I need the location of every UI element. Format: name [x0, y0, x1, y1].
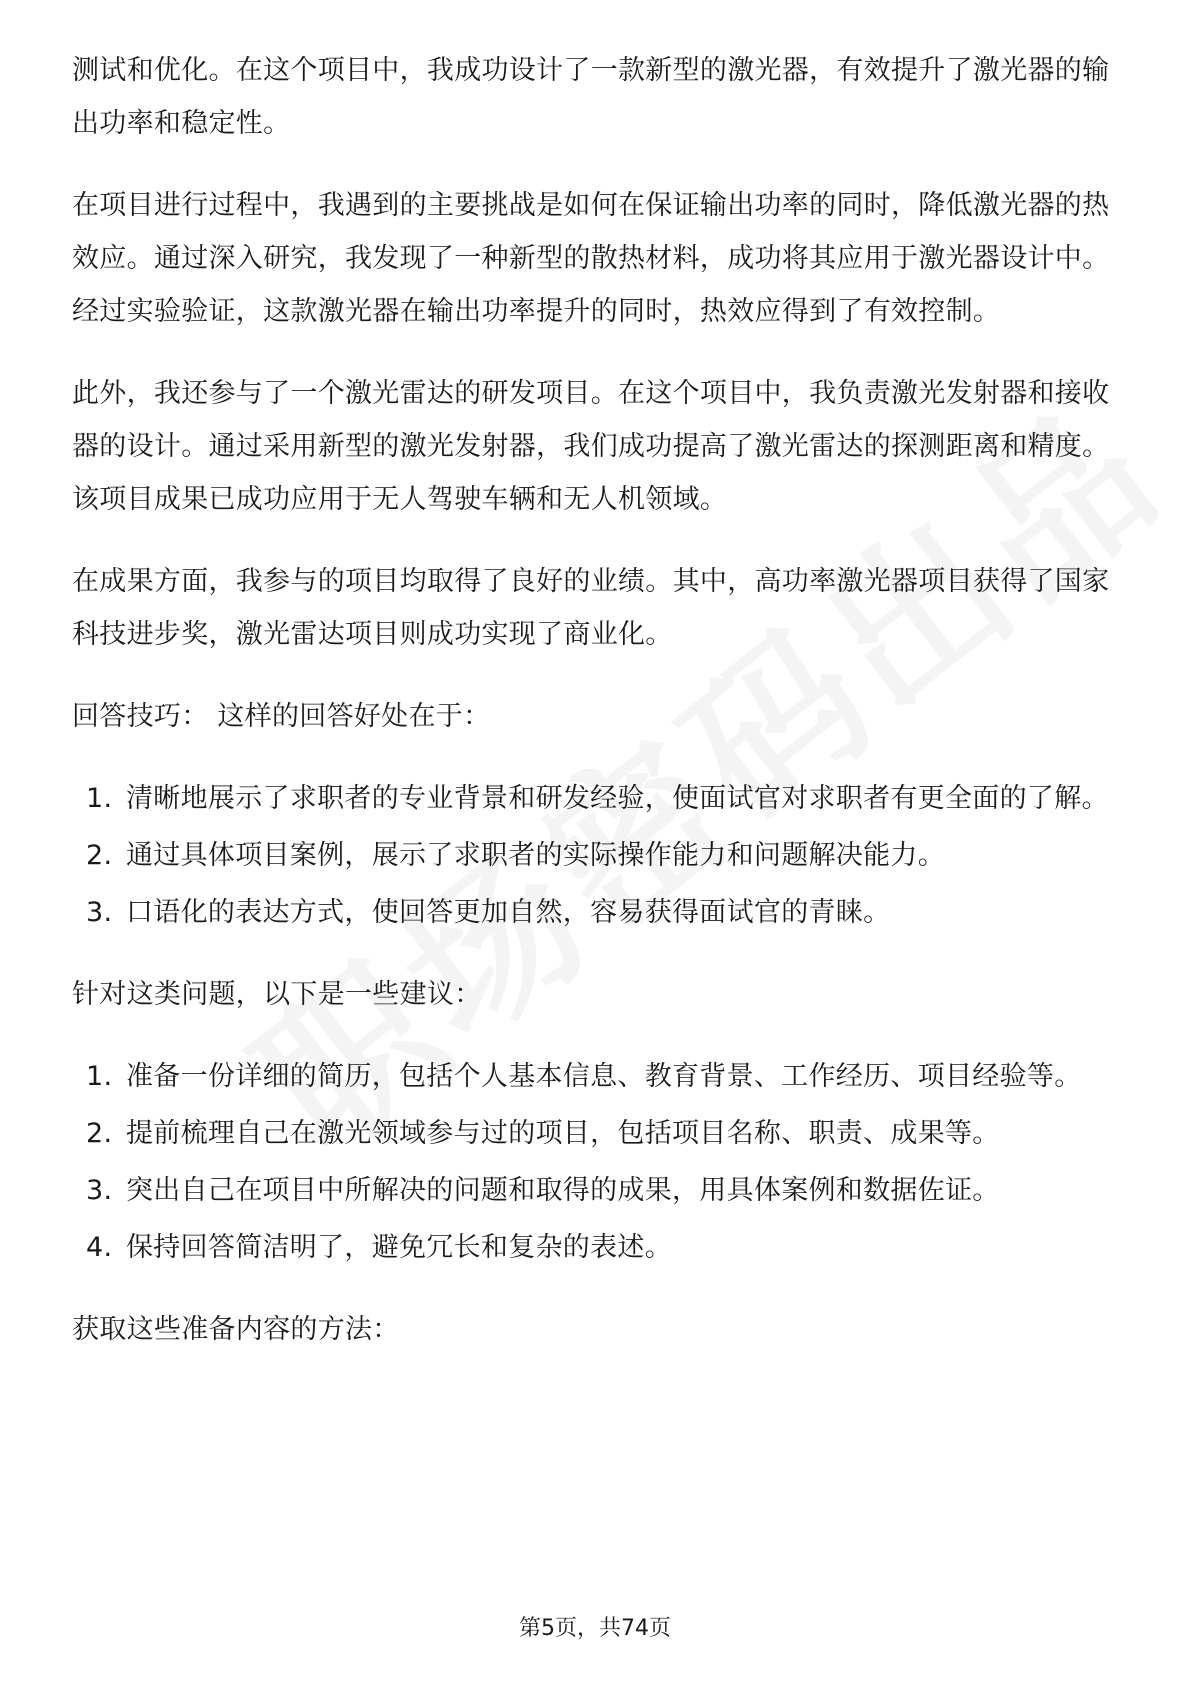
list-item — [72, 772, 1118, 825]
list-item — [72, 886, 1118, 939]
page-number-footer: 第5页，共74页 — [519, 1616, 671, 1641]
list-number: 2. — [86, 840, 113, 871]
list-number: 1. — [86, 783, 113, 814]
paragraph-advice-intro: 针对这类问题，以下是一些建议： — [72, 979, 482, 1010]
list-number: 1. — [86, 1061, 113, 1092]
list-item-text: 保持回答简洁明了，避免冗长和复杂的表述。 — [126, 1232, 672, 1263]
list-item — [72, 1050, 1118, 1103]
list-item-text: 口语化的表达方式，使回答更加自然，容易获得面试官的青睐。 — [126, 897, 891, 928]
list-item-text: 准备一份详细的简历，包括个人基本信息、教育背景、工作经历、项目经验等。 — [126, 1061, 1082, 1092]
advice-list — [72, 1050, 1118, 1274]
paragraph-1: 测试和优化。在这个项目中，我成功设计了一款新型的激光器，有效提升了激光器的输出功率和稳定性。 — [72, 55, 1110, 139]
list-item — [72, 829, 1118, 882]
paragraph-3: 此外，我还参与了一个激光雷达的研发项目。在这个项目中，我负责激光发射器和接收器的设计。通过采用新型的激光发射器，我们成功提高了激光雷达的探测距离和精度。该项目成果已成功应用于无人驾驶车辆和无人机领域。 — [72, 378, 1110, 515]
list-number: 3. — [86, 1175, 113, 1206]
paragraph-methods-intro: 获取这些准备内容的方法： — [72, 1314, 400, 1345]
document-body — [72, 44, 1118, 1385]
list-item — [72, 1107, 1118, 1160]
list-item — [72, 1164, 1118, 1217]
paragraph-4: 在成果方面，我参与的项目均取得了良好的业绩。其中，高功率激光器项目获得了国家科技进步奖，激光雷达项目则成功实现了商业化。 — [72, 566, 1110, 650]
list-number: 3. — [86, 897, 113, 928]
list-item-text: 提前梳理自己在激光领域参与过的项目，包括项目名称、职责、成果等。 — [126, 1118, 1000, 1149]
list-number: 4. — [86, 1232, 113, 1263]
list-number: 2. — [86, 1118, 113, 1149]
list-item-text: 突出自己在项目中所解决的问题和取得的成果，用具体案例和数据佐证。 — [126, 1175, 1000, 1206]
tips-list — [72, 772, 1118, 939]
list-item — [72, 1221, 1118, 1274]
paragraph-answer-tips: 回答技巧： 这样的回答好处在于： — [72, 701, 491, 732]
list-item-text: 通过具体项目案例，展示了求职者的实际操作能力和问题解决能力。 — [126, 840, 945, 871]
list-item-text: 清晰地展示了求职者的专业背景和研发经验，使面试官对求职者有更全面的了解。 — [126, 783, 1109, 814]
paragraph-2: 在项目进行过程中，我遇到的主要挑战是如何在保证输出功率的同时，降低激光器的热效应。通过深入研究，我发现了一种新型的散热材料，成功将其应用于激光器设计中。经过实验验证，这款激光器在输出功率提升的同时，热效应得到了有效控制。 — [72, 190, 1110, 327]
